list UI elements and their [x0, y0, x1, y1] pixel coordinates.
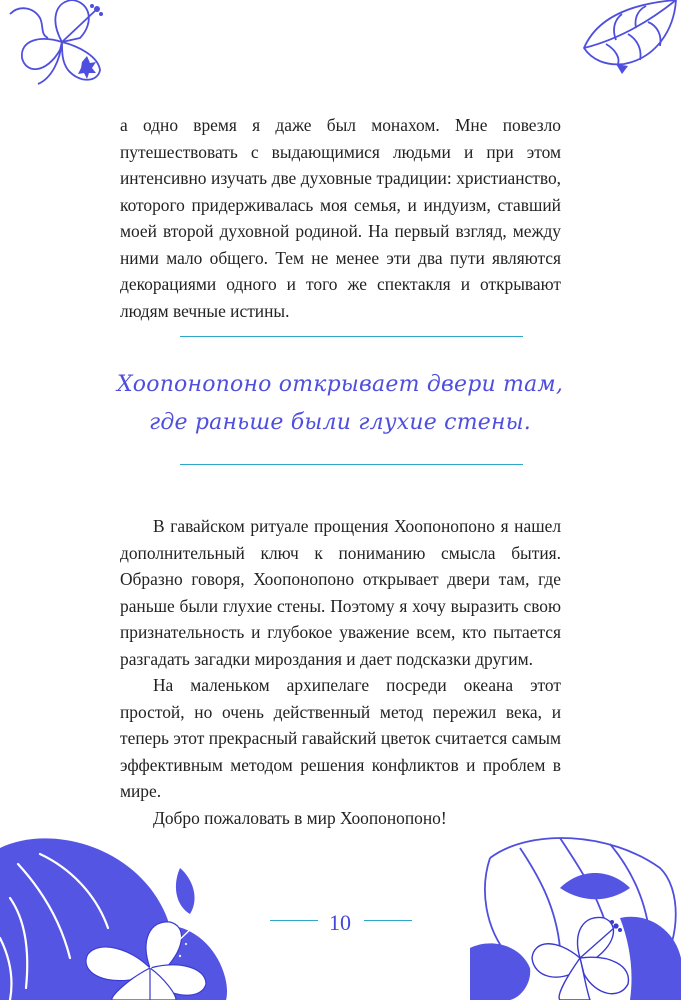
monstera-hibiscus-bottom-right-icon	[460, 828, 681, 1000]
hibiscus-top-left-icon	[0, 0, 120, 90]
page-number: 10	[329, 910, 351, 935]
pull-quote-line-1: Хоопонопоно открывает двери там,	[116, 372, 564, 397]
paragraph: В гавайском ритуале прощения Хоопонопоно я нашел дополнительный ключ к пониманию смысла бытия. Образно говоря, Хоопонопоно открывает двери там, где раньше были глухие стены. Поэтому я хочу выразить свою признательность и глубокое уважение всем, кто пытается разгадать загадки мироздания и дает подсказки другим.	[120, 516, 561, 669]
page-number-rule-left	[270, 920, 318, 921]
pull-quote-line-2: где раньше были глухие стены.	[149, 410, 531, 435]
monstera-hibiscus-bottom-left-icon	[0, 828, 260, 1000]
quote-rule-top	[180, 336, 523, 337]
paragraph: Добро пожаловать в мир Хоопонопоно!	[153, 807, 447, 828]
pull-quote	[100, 366, 580, 442]
paragraph: На маленьком архипелаге посреди океана этот простой, но очень действенный метод пережил века, и теперь этот прекрасный гавайский цветок считается самым эффективным методом решения конфликтов и проблем в мире.	[120, 675, 561, 801]
leaf-top-right-icon	[576, 0, 681, 75]
page-number-rule-right	[364, 920, 412, 921]
body-text-bottom	[120, 513, 561, 831]
body-text-top	[120, 112, 561, 324]
paragraph-continued: а одно время я даже был монахом. Мне повезло путешествовать с выдающимися людьми и при этом интенсивно изучать две духовные традиции: христианство, которого придерживалась моя семья, и индуизм, ставший моей второй духовной родиной. На первый взгляд, между ними мало общего. Тем не менее эти два пути являются декорациями одного и того же спектакля и открывают людям вечные истины.	[120, 115, 561, 321]
quote-rule-bottom	[180, 464, 523, 465]
